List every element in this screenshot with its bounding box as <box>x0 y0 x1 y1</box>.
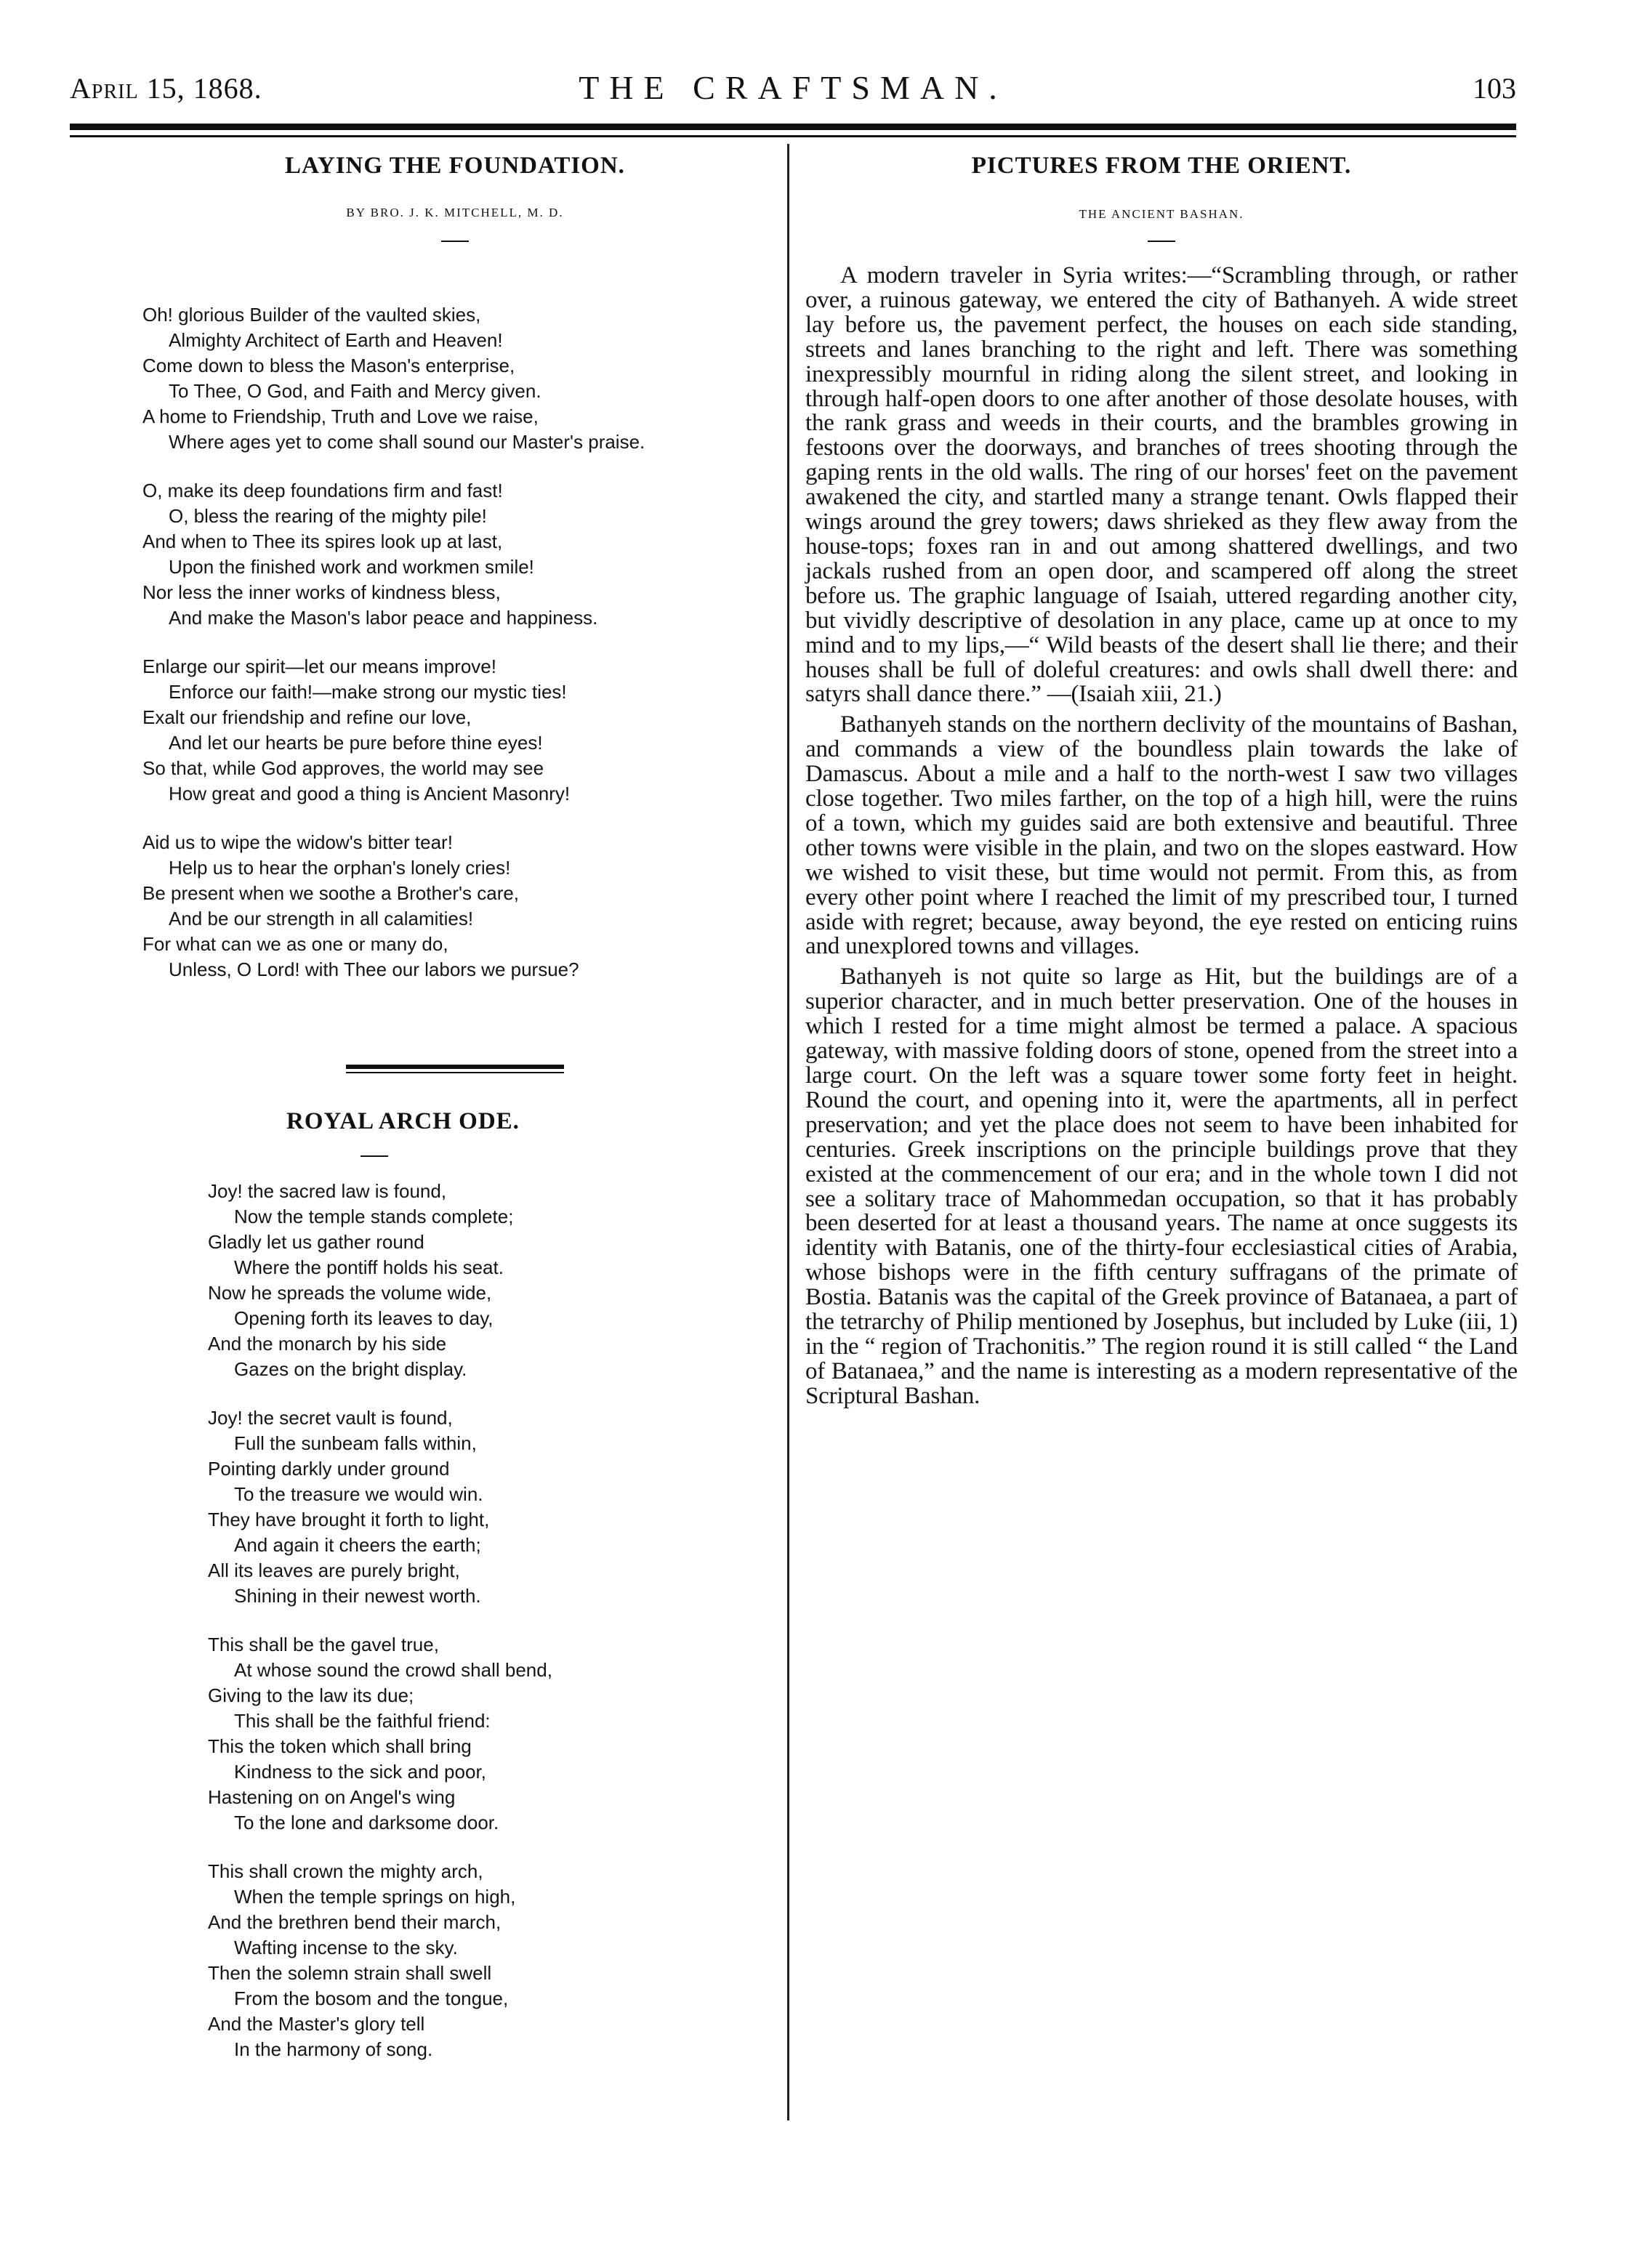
poem-line: And be our strength in all calamities! <box>169 908 474 929</box>
poem-line: O, bless the rearing of the mighty pile! <box>169 505 487 527</box>
poem-line: Now the temple stands complete; <box>234 1206 514 1227</box>
poem-byline: BY BRO. J. K. MITCHELL, M. D. <box>346 206 564 219</box>
poem-line: Wafting incense to the sky. <box>234 1937 458 1958</box>
poem-line: Upon the finished work and workmen smile! <box>169 556 534 578</box>
poem-title: ROYAL ARCH ODE. <box>286 1108 520 1134</box>
masthead <box>70 67 1516 110</box>
separator-thin <box>346 1072 564 1073</box>
poem-line: Exalt our friendship and refine our love, <box>142 706 472 728</box>
poem-line: Joy! the sacred law is found, <box>208 1180 447 1202</box>
poem-line: Now he spreads the volume wide, <box>208 1282 492 1304</box>
article-body <box>805 264 1518 1409</box>
poem-line: Pointing darkly under ground <box>208 1458 450 1480</box>
poem-line: This shall be the gavel true, <box>208 1634 439 1655</box>
publication-title: THE CRAFTSMAN. <box>579 69 1007 106</box>
poem-line: In the harmony of song. <box>234 2038 433 2060</box>
poem-line: Enforce our faith!—make strong our mystic ties! <box>169 681 567 703</box>
poem-line: And the brethren bend their march, <box>208 1911 502 1933</box>
poem-line: This shall crown the mighty arch, <box>208 1860 483 1882</box>
stanza <box>208 1405 768 1609</box>
poem-line: Enlarge our spirit—let our means improve! <box>142 655 496 677</box>
poem-royal-arch-ode <box>208 1108 768 2062</box>
poem-line: Then the solemn strain shall swell <box>208 1962 492 1984</box>
poem-line: Gazes on the bright display. <box>234 1358 467 1380</box>
stanza <box>208 1632 768 1836</box>
poem-line: Kindness to the sick and poor, <box>234 1761 486 1783</box>
issue-date: April 15, 1868. <box>70 72 262 105</box>
poem-stanzas <box>142 281 768 982</box>
poem-line: And the Master's glory tell <box>208 2013 425 2035</box>
poem-line: Where the pontiff holds his seat. <box>234 1256 504 1278</box>
poem-line: And the monarch by his side <box>208 1333 447 1355</box>
poem-line: Joy! the secret vault is found, <box>208 1407 453 1429</box>
poem-line: And when to Thee its spires look up at last, <box>142 530 503 552</box>
column-divider <box>787 144 789 2120</box>
poem-line: Hastening on on Angel's wing <box>208 1786 456 1808</box>
right-column <box>805 153 1518 1415</box>
poem-line: Where ages yet to come shall sound our Master's praise. <box>169 431 645 453</box>
poem-line: How great and good a thing is Ancient Masonry! <box>169 783 571 804</box>
poem-line: To the lone and darksome door. <box>234 1812 499 1833</box>
article-title: PICTURES FROM THE ORIENT. <box>971 153 1352 179</box>
separator-thick <box>346 1065 564 1069</box>
poem-line: And again it cheers the earth; <box>234 1534 481 1556</box>
stanza <box>142 654 768 807</box>
poem-line: This the token which shall bring <box>208 1735 472 1757</box>
poem-line: And let our hearts be pure before thine eyes! <box>169 732 543 754</box>
poem-stanzas <box>208 1179 768 2062</box>
poem-line: When the temple springs on high, <box>234 1886 516 1908</box>
poem-line: A home to Friendship, Truth and Love we raise, <box>142 405 539 427</box>
poem-line: Giving to the law its due; <box>208 1684 414 1706</box>
poem-line: Come down to bless the Mason's enterprise, <box>142 355 515 376</box>
stanza <box>208 1179 768 1382</box>
poem-line: This shall be the faithful friend: <box>234 1710 491 1732</box>
article-paragraph: Bathanyeh is not quite so large as Hit, but the buildings are of a superior character, and in much better preservation. One of the houses in which I rested for a time might almost be termed a palace. A spacious gateway, with massive folding doors of stone, opened from the street into a large court. On the left was a square tower some forty feet in height. Round the court, and opening into it, were the apartments, all in perfect preservation; and yet the place does not seem to have been inhabited for centuries. Greek inscriptions on the principle buildings prove that they existed at the commencement of our era; and in the whole town I did not see a solitary trace of Mahommedan occupation, so that it has probably been deserted for at least a thousand years. The name at once suggests its identity with Batanis, one of the thirty-four ecclesiastical cities of Arabia, whose bishops were in the fifth century suffragans of the primate of Bostia. Batanis was the capital of the Greek province of Batanaea, a part of the tetrarchy of Philip mentioned by Josephus, but included by Luke (iii, 1) in the “ region of Trachonitis.” The region round it is still called “ the Land of Batanaea,” and the name is interesting as a modern representative of the Scriptural Bashan. <box>805 964 1518 1409</box>
poem-line: All its leaves are purely bright, <box>208 1559 460 1581</box>
poem-line: At whose sound the crowd shall bend, <box>234 1659 552 1681</box>
poem-line: O, make its deep foundations firm and fast! <box>142 480 503 501</box>
poem-title: LAYING THE FOUNDATION. <box>285 153 625 179</box>
article-paragraph: Bathanyeh stands on the northern declivity of the mountains of Bashan, and commands a view of the boundless plain towards the lake of Damascus. About a mile and a half to the north-west I saw two villages close together. Two miles farther, on the top of a high hill, were the ruins of a town, which my guides said are both extensive and beautiful. Three other towns were visible in the plain, and two on the slopes eastward. How we wished to visit these, but time would not permit. From this, as from every other point where I reached the limit of my prescribed tour, I turned aside with regret; because, away beyond, the eye rested on enticing ruins and unexplored towns and villages. <box>805 711 1518 960</box>
masthead-rule-thick <box>70 124 1516 130</box>
stanza <box>142 830 768 982</box>
stanza <box>142 478 768 631</box>
poem-line: Opening forth its leaves to day, <box>234 1307 494 1329</box>
poem-line: Gladly let us gather round <box>208 1231 424 1253</box>
short-rule <box>441 241 469 242</box>
stanza <box>208 1859 768 2062</box>
stanza <box>142 302 768 455</box>
poem-line: Aid us to wipe the widow's bitter tear! <box>142 831 453 853</box>
poem-line: Unless, O Lord! with Thee our labors we pursue? <box>169 959 579 980</box>
page-number: 103 <box>1473 72 1516 105</box>
masthead-rule-thin <box>70 135 1516 137</box>
poem-line: Be present when we soothe a Brother's care, <box>142 882 520 904</box>
poem-line: To the treasure we would win. <box>234 1483 483 1505</box>
poem-line: Oh! glorious Builder of the vaulted skies, <box>142 304 481 326</box>
poem-line: To Thee, O God, and Faith and Mercy given. <box>169 380 541 402</box>
article-paragraph: A modern traveler in Syria writes:—“Scrambling through, or rather over, a ruinous gateway, we entered the city of Bathanyeh. A wide street lay before us, the pavement perfect, the houses on each side standing, streets and lanes branching to the right and left. There was something inexpressibly mournful in riding along the silent street, and looking in through half-open doors to one after another of those desolate houses, with the rank grass and weeds in their courts, and the brambles growing in festoons over the doorways, and branches of trees shooting through the gaping rents in the old walls. The ring of our horses' feet on the pavement awakened the city, and startled many a strange tenant. Owls flapped their wings around the grey towers; daws shrieked as they flew away from the house-tops; foxes ran in and out among shattered dwellings, and two jackals rushed from an open door, and scampered off along the street before us. The graphic language of Isaiah, uttered regarding another city, but vividly descriptive of desolation in any place, came up at once to my mind and to my lips,—“ Wild beasts of the desert shall lie there; and their houses shall be full of doleful creatures: and owls shall dwell there: and satyrs shall dance there.” —(Isaiah xiii, 21.) <box>805 262 1518 708</box>
section-separator <box>142 1065 768 1073</box>
poem-line: They have brought it forth to light, <box>208 1509 490 1530</box>
poem-line: For what can we as one or many do, <box>142 933 448 955</box>
poem-line: And make the Mason's labor peace and happiness. <box>169 607 598 629</box>
poem-line: Nor less the inner works of kindness bless, <box>142 581 501 603</box>
poem-line: Help us to hear the orphan's lonely cries! <box>169 857 511 879</box>
short-rule <box>1148 241 1175 242</box>
short-rule <box>361 1155 388 1157</box>
poem-laying-the-foundation <box>142 153 768 242</box>
poem-line: From the bosom and the tongue, <box>234 1987 509 2009</box>
poem-line: Almighty Architect of Earth and Heaven! <box>169 329 503 351</box>
poem-line: Shining in their newest worth. <box>234 1585 481 1607</box>
article-subtitle: THE ANCIENT BASHAN. <box>1079 207 1244 221</box>
poem-line: Full the sunbeam falls within, <box>234 1432 477 1454</box>
poem-line: So that, while God approves, the world may see <box>142 757 544 779</box>
